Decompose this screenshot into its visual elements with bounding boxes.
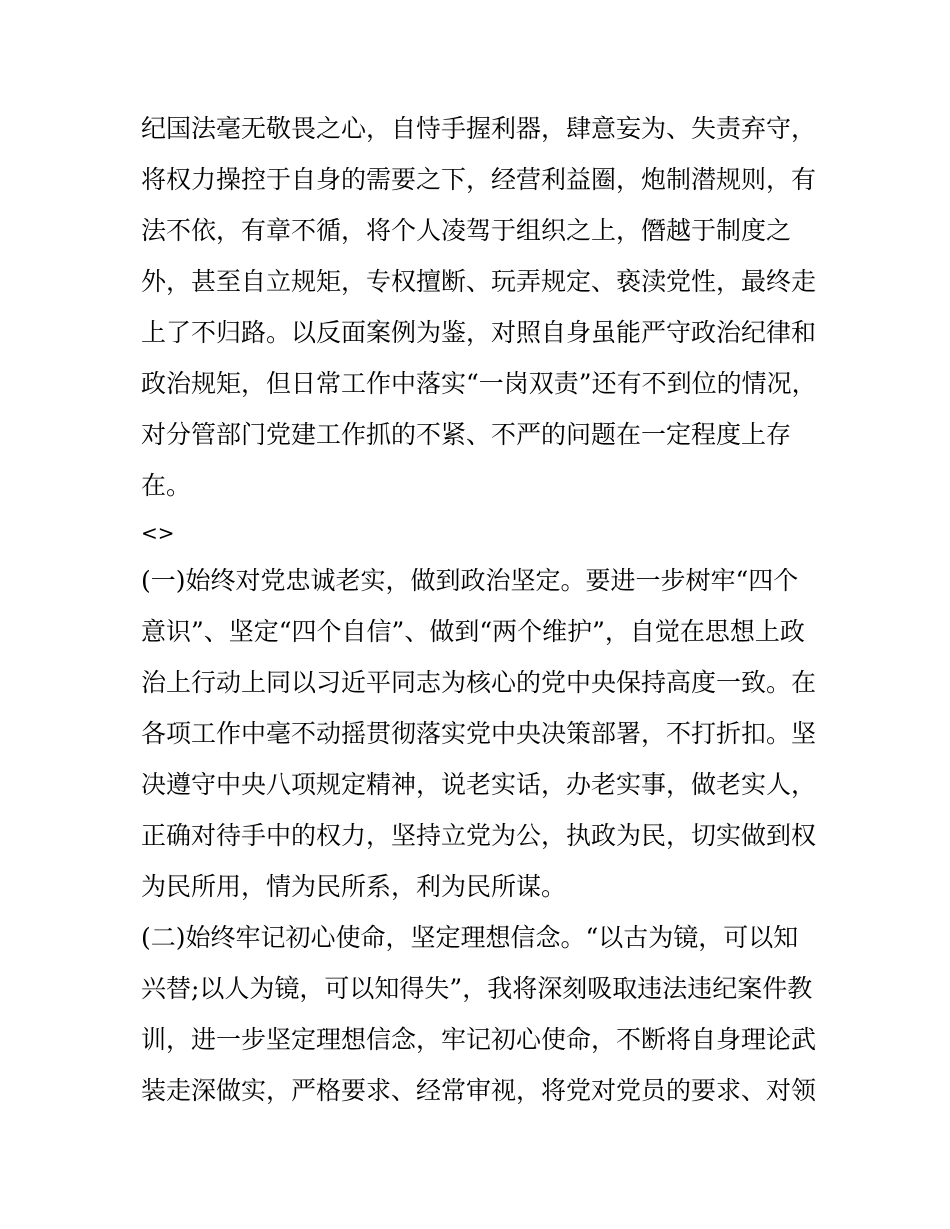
text-line: 意识”、坚定“四个自信”、做到“两个维护”，自觉在思想上政: [141, 617, 805, 646]
text-line: 政治规矩，但日常工作中落实“一岗双责”还有不到位的情况，: [141, 369, 817, 398]
text-line: (一)始终对党忠诚老实，做到政治坚定。要进一步树牢“四个: [141, 566, 799, 595]
text-line: 对分管部门党建工作抓的不紧、不严的问题在一定程度上存: [141, 420, 792, 449]
section-marker: [141, 511, 821, 555]
text-line: 上了不归路。以反面案例为鉴，对照自身虽能严守政治纪律和: [141, 318, 817, 347]
document-body: [141, 103, 821, 1116]
text-line: (二)始终牢记初心使命，坚定理想信念。“以古为镜，可以知: [141, 923, 799, 952]
text-line: 兴替;以人为镜，可以知得失”，我将深刻吸取违法违纪案件教: [141, 974, 813, 1003]
text-line: 为民所用，情为民所系，利为民所谋。: [141, 872, 567, 901]
text-line: 治上行动上同以习近平同志为核心的党中央保持高度一致。在: [141, 668, 817, 697]
paragraph-point-two: [141, 912, 821, 1116]
text-line: 各项工作中毫不动摇贯彻落实党中央决策部署，不打折扣。坚: [141, 719, 817, 748]
text-line: 纪国法毫无敬畏之心，自恃手握利器，肆意妄为、失责弃守，: [141, 114, 817, 143]
paragraph-point-one: [141, 555, 821, 912]
paragraph-case-reflection: [141, 103, 821, 511]
text-line: 外，甚至自立规矩，专权擅断、玩弄规定、亵渎党性，最终走: [141, 267, 817, 296]
text-line: 正确对待手中的权力，坚持立党为公，执政为民，切实做到权: [141, 821, 817, 850]
text-line: 在。: [141, 471, 192, 500]
text-line: 法不依，有章不循，将个人凌驾于组织之上，僭越于制度之: [141, 216, 792, 245]
text-line: 将权力操控于自身的需要之下，经营利益圈，炮制潜规则，有: [141, 165, 817, 194]
text-line: 训，进一步坚定理想信念，牢记初心使命，不断将自身理论武: [141, 1025, 817, 1054]
marker-text: <>: [141, 521, 175, 545]
text-line: 决遵守中央八项规定精神，说老实话，办老实事，做老实人，: [141, 770, 817, 799]
text-line: 装走深做实，严格要求、经常审视，将党对党员的要求、对领: [141, 1076, 817, 1105]
